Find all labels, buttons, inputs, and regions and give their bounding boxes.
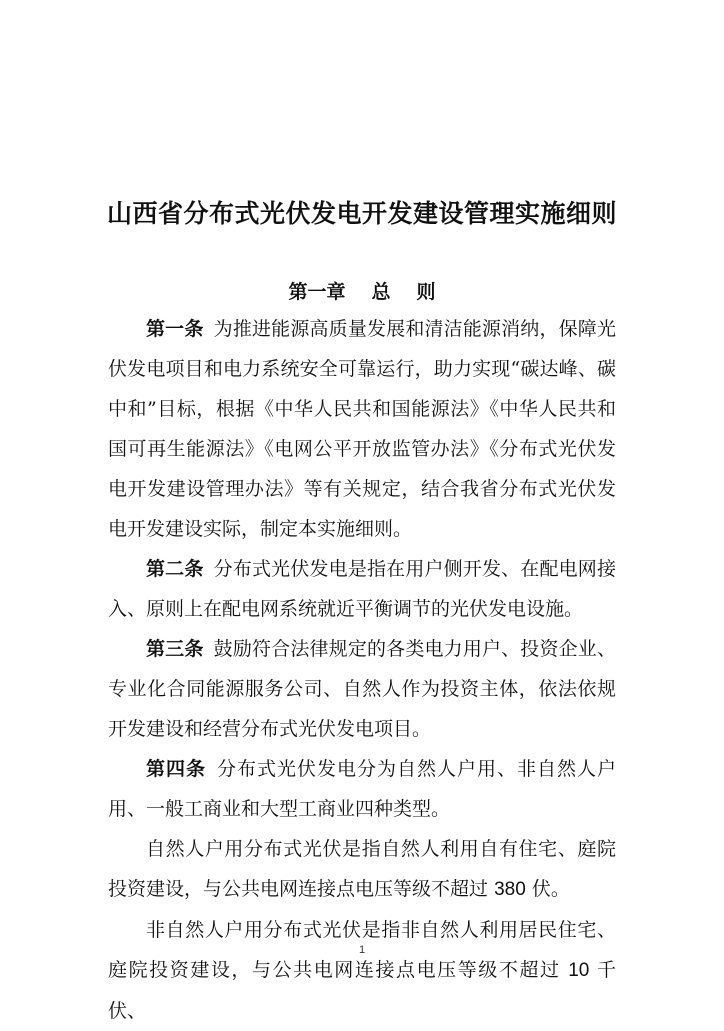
article-text: 分布式光伏发电是指在用户侧开发、在配电网接入、原则上在配电网系统就近平衡调节的光伏发电设施。 xyxy=(108,558,616,620)
paragraph-text: 非自然人户用分布式光伏是指非自然人利用居民住宅、庭院投资建设，与公共电网连接点电压等级不超过 xyxy=(108,919,616,981)
chapter-number: 第一章 xyxy=(288,281,346,303)
chapter-title-char-2: 则 xyxy=(416,281,436,303)
article-text: 为推进能源高质量发展和清洁能源消纳，保障光伏发电项目和电力系统安全可靠运行，助力实现“碳达峰、碳中和”目标，根据《中华人民共和国能源法》《中华人民共和国可再生能源法》《电网公平开放监管办法》《分布式光伏发电开发建设管理办法》等有关规定，结合我省分布式光伏发电开发建设实际，制定本实施细则。 xyxy=(108,318,616,540)
document-body xyxy=(108,309,616,1031)
article-heading: 第二条 xyxy=(146,558,204,580)
article-heading: 第三条 xyxy=(146,638,204,660)
article-text: 分布式光伏发电分为自然人户用、非自然人户用、一般工商业和大型工商业四种类型。 xyxy=(108,758,616,820)
paragraph-non-residential xyxy=(108,910,616,1031)
article-3 xyxy=(108,629,616,749)
voltage-value: 10 xyxy=(568,960,590,981)
page-number: 1 xyxy=(358,944,366,956)
chapter-heading xyxy=(0,276,724,308)
voltage-value: 380 xyxy=(494,879,526,900)
article-heading: 第一条 xyxy=(146,318,204,340)
article-text: 鼓励符合法律规定的各类电力用户、投资企业、专业化合同能源服务公司、自然人作为投资主体，依法依规开发建设和经营分布式光伏发电项目。 xyxy=(108,638,616,740)
paragraph-text: 自然人户用分布式光伏是指自然人利用自有住宅、庭院投资建设，与公共电网连接点电压等级不超过 xyxy=(108,838,616,900)
article-4 xyxy=(108,749,616,829)
paragraph-text-end: 伏。 xyxy=(531,878,570,900)
paragraph-residential xyxy=(108,829,616,910)
paragraph-text-end: 千伏、 xyxy=(108,959,616,1022)
article-1 xyxy=(108,309,616,549)
document-title: 山西省分布式光伏发电开发建设管理实施细则 xyxy=(106,199,617,228)
chapter-title-char-1: 总 xyxy=(371,281,391,303)
article-heading: 第四条 xyxy=(146,758,206,780)
article-2 xyxy=(108,549,616,629)
